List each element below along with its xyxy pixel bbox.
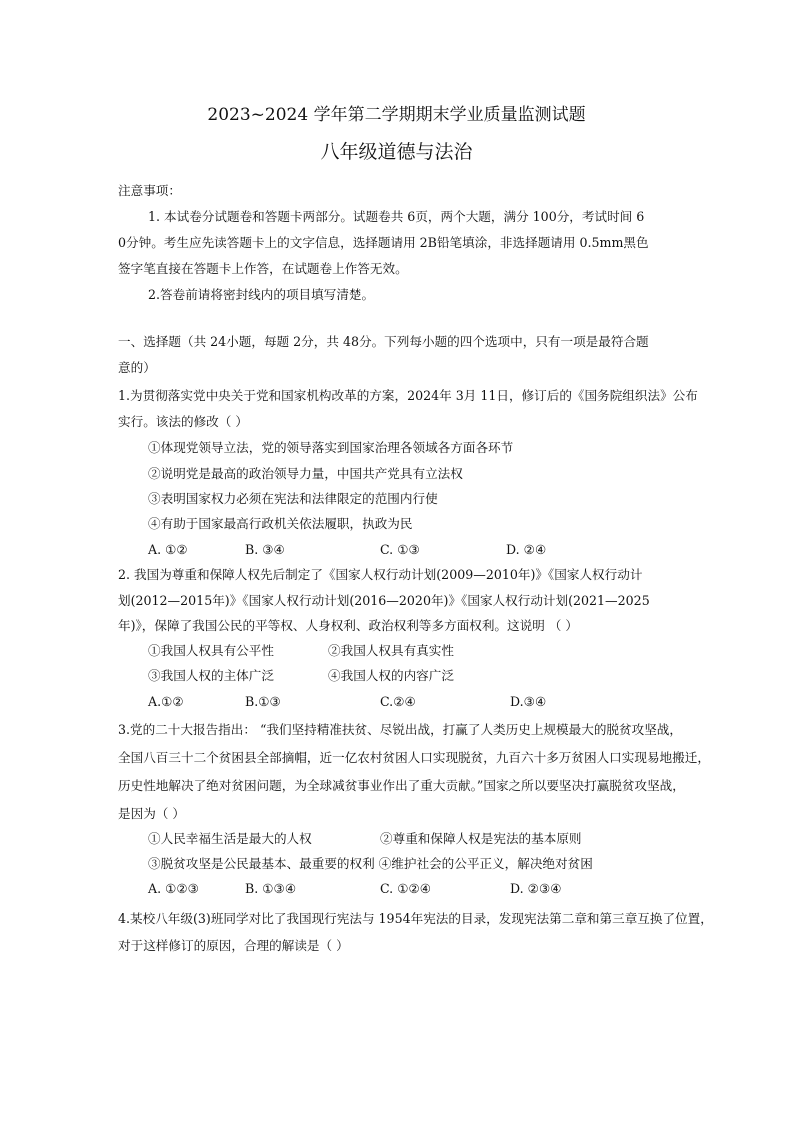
q3-option-d: D. ②③④ [510, 881, 562, 896]
q3-statement-3-4: ③脱贫攻坚是公民最基本、最重要的权利 ④维护社会的公平正义，解决绝对贫困 [148, 856, 593, 871]
notice-item-2: 2.答卷前请将密封线内的项目填写清楚。 [148, 287, 375, 302]
q3-option-b: B. ①③④ [245, 881, 297, 896]
q1-statement-4: ④有助于国家最高行政机关依法履职，执政为民 [148, 516, 413, 531]
q1-statement-3: ③表明国家权力必须在宪法和法律限定的范围内行使 [148, 491, 438, 506]
q1-option-b: B. ③④ [245, 542, 285, 557]
q1-stem-line-2: 实行。该法的修改（ ） [118, 414, 248, 429]
q2-option-d: D.③④ [510, 694, 547, 709]
q1-statement-2: ②说明党是最高的政治领导力量，中国共产党具有立法权 [148, 466, 463, 481]
q3-statement-1: ①人民幸福生活是最大的人权 [148, 831, 312, 846]
q1-option-a: A. ①② [148, 542, 188, 557]
q3-option-a: A. ①②③ [148, 881, 199, 896]
exam-subject-title: 八年级道德与法治 [320, 141, 473, 163]
q1-stem-line-1: 1.为贯彻落实党中央关于党和国家机构改革的方案，2024年 3月 11日，修订后的《国务院组织法》公布 [118, 388, 698, 403]
exam-title: 2023~2024 学年第二学期期末学业质量监测试题 [207, 105, 586, 125]
q2-option-b: B.①③ [245, 694, 281, 709]
notice-heading: 注意事项： [118, 183, 181, 198]
notice-item-1-line-3: 签字笔直接在答题卡上作答，在试题卷上作答无效。 [118, 261, 408, 276]
q3-option-c: C. ①②④ [380, 881, 432, 896]
q1-statement-1: ①体现党领导立法，党的领导落实到国家治理各领域各方面各环节 [148, 440, 514, 455]
section-1-heading-cont: 意的） [118, 360, 156, 375]
notice-item-1-line-1: 1. 本试卷分试题卷和答题卡两部分。试题卷共 6页，两个大题，满分 100分，考试时间 6 [148, 209, 645, 224]
q2-statement-1: ①我国人权具有公平性 [148, 643, 274, 658]
q2-statement-3: ③我国人权的主体广泛 [148, 668, 274, 683]
q4-stem-line-2: 对于这样修订的原因，合理的解读是（ ） [118, 938, 349, 953]
q3-stem-line-4: 是因为（ ） [118, 806, 185, 821]
q1-option-c: C. ①③ [380, 542, 420, 557]
q4-stem-line-1: 4.某校八年级(3)班同学对比了我国现行宪法与 1954年宪法的目录，发现宪法第二章和第三章互换了位置， [118, 911, 713, 926]
q3-stem-line-2: 全国八百三十二个贫困县全部摘帽，近一亿农村贫困人口实现脱贫，九百六十多万贫困人口实现易地搬迁， [118, 750, 710, 765]
section-1-heading: 一、选择题（共 24小题，每题 2分，共 48分。下列每小题的四个选项中，只有一项是最符合题 [118, 334, 649, 349]
q2-option-c: C.②④ [380, 694, 416, 709]
q3-stem-line-3: 历史性地解决了绝对贫困问题，为全球减贫事业作出了重大贡献。”国家之所以要坚决打赢脱贫攻坚战， [118, 778, 685, 793]
q2-stem-line-3: 年)》，保障了我国公民的平等权、人身权利、政治权利等多方面权利。这说明 （ ） [118, 618, 578, 633]
q1-option-d: D. ②④ [506, 542, 547, 557]
q2-statement-2: ②我国人权具有真实性 [328, 643, 454, 658]
q3-statement-2: ②尊重和保障人权是宪法的基本原则 [380, 831, 582, 846]
q3-stem-line-1: 3.党的二十大报告指出： “我们坚持精准扶贫、尽锐出战，打赢了人类历史上规模最大的脱贫攻坚战， [118, 722, 682, 737]
q2-option-a: A.①② [148, 694, 184, 709]
notice-item-1-line-2: 0分钟。考生应先读答题卡上的文字信息，选择题请用 2B铅笔填涂，非选择题请用 0.5mm黑色 [118, 235, 649, 250]
q2-stem-line-2: 划(2012—2015年)》《国家人权行动计划(2016—2020年)》《国家人权行动计划(2021—2025 [118, 593, 650, 608]
q2-stem-line-1: 2. 我国为尊重和保障人权先后制定了《国家人权行动计划(2009—2010年)》《国家人权行动计 [118, 567, 643, 582]
q2-statement-4: ④我国人权的内容广泛 [328, 668, 454, 683]
